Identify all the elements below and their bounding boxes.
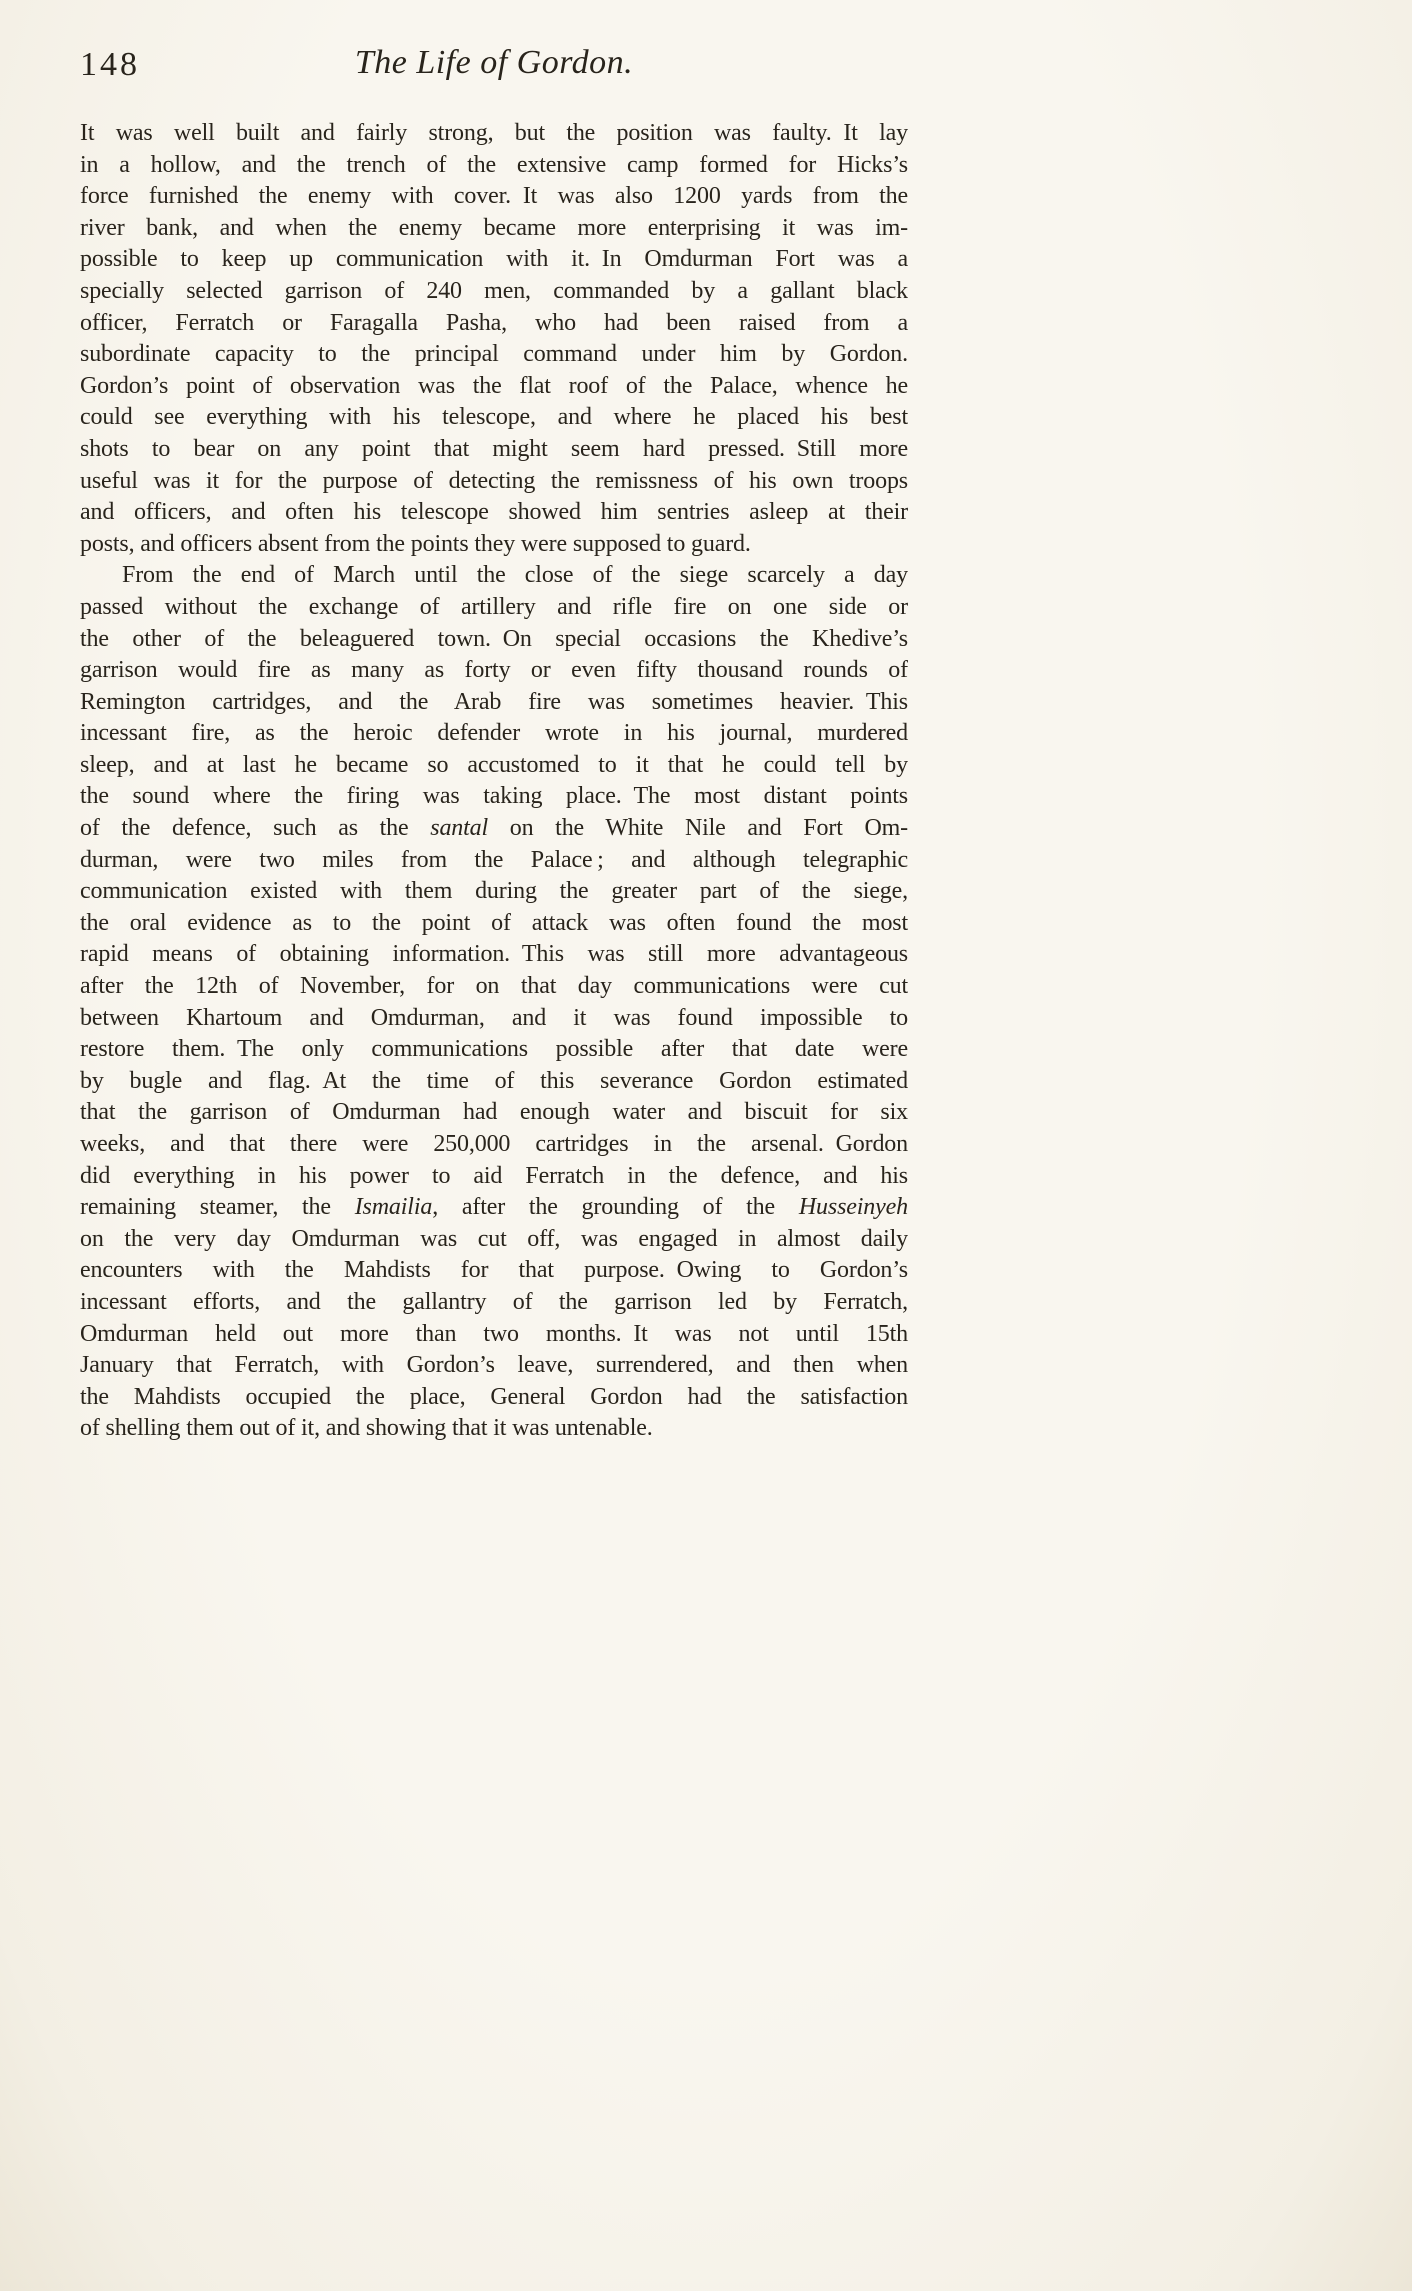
text-line: of shelling them out of it, and showing that it was untenable.	[80, 1415, 653, 1442]
text-line: by bugle and flag. At the time of this severance Gordon estimated	[80, 1067, 908, 1094]
text-line: It was well built and fairly strong, but the position was faulty. It lay	[80, 120, 908, 146]
text-line: garrison would fire as many as forty or even fifty thousand rounds of	[80, 657, 908, 684]
text-line: between Khartoum and Omdurman, and it was found impossible to	[80, 1004, 908, 1031]
text-line: From the end of March until the close of the siege scarcely a day	[122, 562, 908, 589]
text-line: the other of the beleaguered town. On special occasions the Khedive’s	[80, 625, 908, 652]
text-line: subordinate capacity to the principal command under him by Gordon.	[80, 341, 908, 368]
text-line: on the very day Omdurman was cut off, was engaged in almost daily	[80, 1225, 908, 1252]
text-line: officer, Ferratch or Faragalla Pasha, who had been raised from a	[80, 309, 908, 336]
text-line: Gordon’s point of observation was the flat roof of the Palace, whence he	[80, 372, 908, 399]
text-line: January that Ferratch, with Gordon’s leave, surrendered, and then when	[80, 1352, 908, 1379]
text-line: specially selected garrison of 240 men, commanded by a gallant black	[80, 277, 908, 304]
text-block	[80, 118, 908, 1445]
text-line: weeks, and that there were 250,000 cartridges in the arsenal. Gordon	[80, 1131, 908, 1157]
text-line: useful was it for the purpose of detecting the remissness of his own troops	[80, 467, 908, 494]
text-line: encounters with the Mahdists for that purpose. Owing to Gordon’s	[80, 1257, 908, 1284]
text-line: the sound where the firing was taking place. The most distant points	[80, 783, 908, 810]
text-line: Omdurman held out more than two months. It was not until 15th	[80, 1320, 908, 1347]
text-line: force furnished the enemy with cover. It was also 1200 yards from the	[80, 183, 908, 210]
text-line: that the garrison of Omdurman had enough water and biscuit for six	[80, 1099, 908, 1126]
text-line: durman, were two miles from the Palace ; and although telegraphic	[80, 846, 908, 873]
text-line: the Mahdists occupied the place, General Gordon had the satisfaction	[80, 1383, 908, 1410]
text-line: remaining steamer, the Ismailia, after the grounding of the Husseinyeh	[80, 1194, 908, 1221]
paragraph	[80, 560, 908, 1445]
text-line: Remington cartridges, and the Arab fire was sometimes heavier. This	[80, 688, 908, 715]
text-line: possible to keep up communication with it. In Omdurman Fort was a	[80, 246, 908, 273]
text-line: in a hollow, and the trench of the extensive camp formed for Hicks’s	[80, 151, 908, 178]
text-line: passed without the exchange of artillery and rifle fire on one side or	[80, 593, 908, 620]
text-line: river bank, and when the enemy became more enterprising it was im-	[80, 214, 908, 241]
text-line: after the 12th of November, for on that day communications were cut	[80, 973, 908, 1000]
text-line: sleep, and at last he became so accustomed to it that he could tell by	[80, 751, 908, 778]
running-header: The Life of Gordon.	[354, 44, 634, 81]
paragraph	[80, 118, 908, 560]
text-line: incessant efforts, and the gallantry of the garrison led by Ferratch,	[80, 1288, 908, 1315]
text-line: communication existed with them during the greater part of the siege,	[80, 878, 908, 905]
page-number: 148	[80, 46, 140, 83]
text-line: did everything in his power to aid Ferratch in the defence, and his	[80, 1162, 908, 1189]
text-line: and officers, and often his telescope showed him sentries asleep at their	[80, 499, 908, 526]
text-line: restore them. The only communications possible after that date were	[80, 1036, 908, 1063]
text-line: posts, and officers absent from the points they were supposed to guard.	[80, 530, 751, 557]
text-line: could see everything with his telescope, and where he placed his best	[80, 404, 908, 431]
text-line: rapid means of obtaining information. This was still more advantageous	[80, 941, 908, 968]
text-line: the oral evidence as to the point of attack was often found the most	[80, 909, 908, 936]
text-line: shots to bear on any point that might seem hard pressed. Still more	[80, 435, 908, 462]
text-line: of the defence, such as the santal on the White Nile and Fort Om-	[80, 815, 908, 842]
text-line: incessant fire, as the heroic defender wrote in his journal, murdered	[80, 720, 908, 747]
